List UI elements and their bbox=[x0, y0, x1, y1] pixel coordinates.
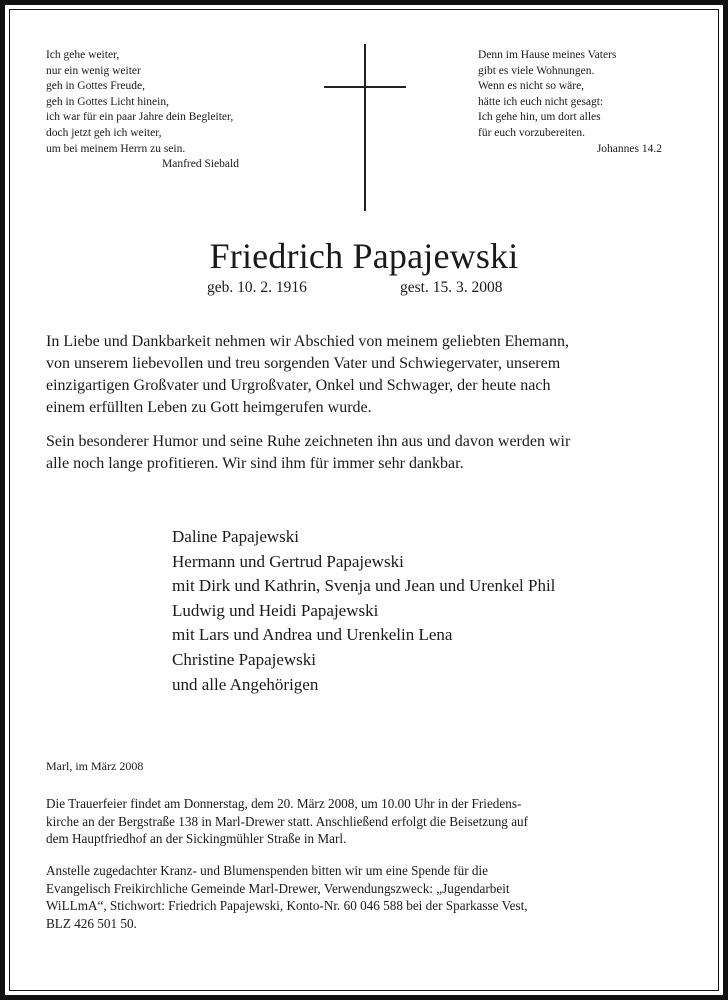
mourner: mit Dirk und Kathrin, Svenja und Jean und Urenkel Phil bbox=[172, 576, 556, 596]
text-line: Anstelle zugedachter Kranz- und Blumenspenden bitten wir um eine Spende für die bbox=[46, 863, 489, 878]
poem-left-line: geh in Gottes Freude, bbox=[46, 80, 146, 93]
deceased-name: Friedrich Papajewski bbox=[209, 236, 519, 276]
funeral-info bbox=[46, 795, 686, 848]
text-line: einem erfüllten Leben zu Gott heimgerufen wurde. bbox=[46, 399, 372, 416]
poem-left-line: um bei meinem Herrn zu sein. bbox=[46, 142, 186, 155]
text-line: In Liebe und Dankbarkeit nehmen wir Abschied von meinem geliebten Ehemann, bbox=[46, 333, 569, 350]
text-line: alle noch lange profitieren. Wir sind ihm für immer sehr dankbar. bbox=[46, 455, 464, 472]
text-line: Evangelisch Freikirchliche Gemeinde Marl-Drewer, Verwendungszweck: „Jugendarbeit bbox=[46, 880, 510, 896]
poem-left bbox=[46, 48, 316, 173]
bible-reference: Johannes 14.2 bbox=[596, 142, 662, 155]
poem-left-line: doch jetzt geh ich weiter, bbox=[46, 126, 162, 139]
poem-left-line: Ich gehe weiter, bbox=[46, 49, 120, 61]
text-line: Die Trauerfeier findet am Donnerstag, dem 20. März 2008, um 10.00 Uhr in der Friedens- bbox=[46, 796, 522, 811]
poem-right-line: Ich gehe hin, um dort alles bbox=[478, 111, 601, 124]
mourner: Christine Papajewski bbox=[172, 649, 317, 669]
poem-right-line: Denn im Hause meines Vaters bbox=[478, 49, 617, 61]
mourners-list bbox=[172, 525, 702, 697]
text-line: einzigartigen Großvater und Urgroßvater, Onkel und Schwager, der heute nach bbox=[46, 377, 551, 394]
mourner: mit Lars und Andrea und Urenkelin Lena bbox=[172, 625, 453, 645]
birth-date: geb. 10. 2. 1916 bbox=[207, 279, 307, 296]
tribute-paragraph bbox=[46, 431, 686, 475]
text-line: dem Hauptfriedhof an der Sickingmühler Straße in Marl. bbox=[46, 831, 347, 847]
place-date: Marl, im März 2008 bbox=[46, 759, 144, 773]
text-line: WiLLmA“, Stichwort: Friedrich Papajewski, Konto-Nr. 60 046 588 bei der Sparkasse Vest, bbox=[46, 898, 528, 914]
text-line: kirche an der Bergstraße 138 in Marl-Drewer statt. Anschließend erfolgt die Beisetzung auf bbox=[46, 813, 529, 829]
mourner: Daline Papajewski bbox=[172, 527, 299, 546]
donation-info bbox=[46, 862, 686, 932]
mourner: Hermann und Gertrud Papajewski bbox=[172, 551, 404, 571]
poem-right-line: gibt es viele Wohnungen. bbox=[478, 64, 595, 77]
poem-left-line: ich war für ein paar Jahre dein Begleiter, bbox=[46, 111, 234, 124]
mourner: und alle Angehörigen bbox=[172, 674, 319, 694]
poem-left-line: geh in Gottes Licht hinein, bbox=[46, 95, 169, 108]
poem-right-line: hätte ich euch nicht gesagt: bbox=[478, 95, 604, 108]
death-date: gest. 15. 3. 2008 bbox=[400, 279, 503, 296]
poem-right bbox=[478, 48, 678, 157]
poem-right-line: für euch vorzubereiten. bbox=[478, 126, 585, 139]
poem-right-line: Wenn es nicht so wäre, bbox=[478, 80, 585, 93]
farewell-paragraph bbox=[46, 331, 686, 419]
mourner: Ludwig und Heidi Papajewski bbox=[172, 600, 379, 620]
text-line: BLZ 426 501 50. bbox=[46, 915, 137, 931]
cross-icon-bar bbox=[324, 86, 406, 88]
text-line: von unserem liebevollen und treu sorgenden Vater und Schwiegervater, unserem bbox=[46, 355, 561, 372]
poem-author: Manfred Siebald bbox=[162, 158, 239, 171]
poem-left-line: nur ein wenig weiter bbox=[46, 64, 141, 77]
cross-icon bbox=[364, 44, 366, 211]
text-line: Sein besonderer Humor und seine Ruhe zeichneten ihn aus und davon werden wir bbox=[46, 433, 571, 450]
